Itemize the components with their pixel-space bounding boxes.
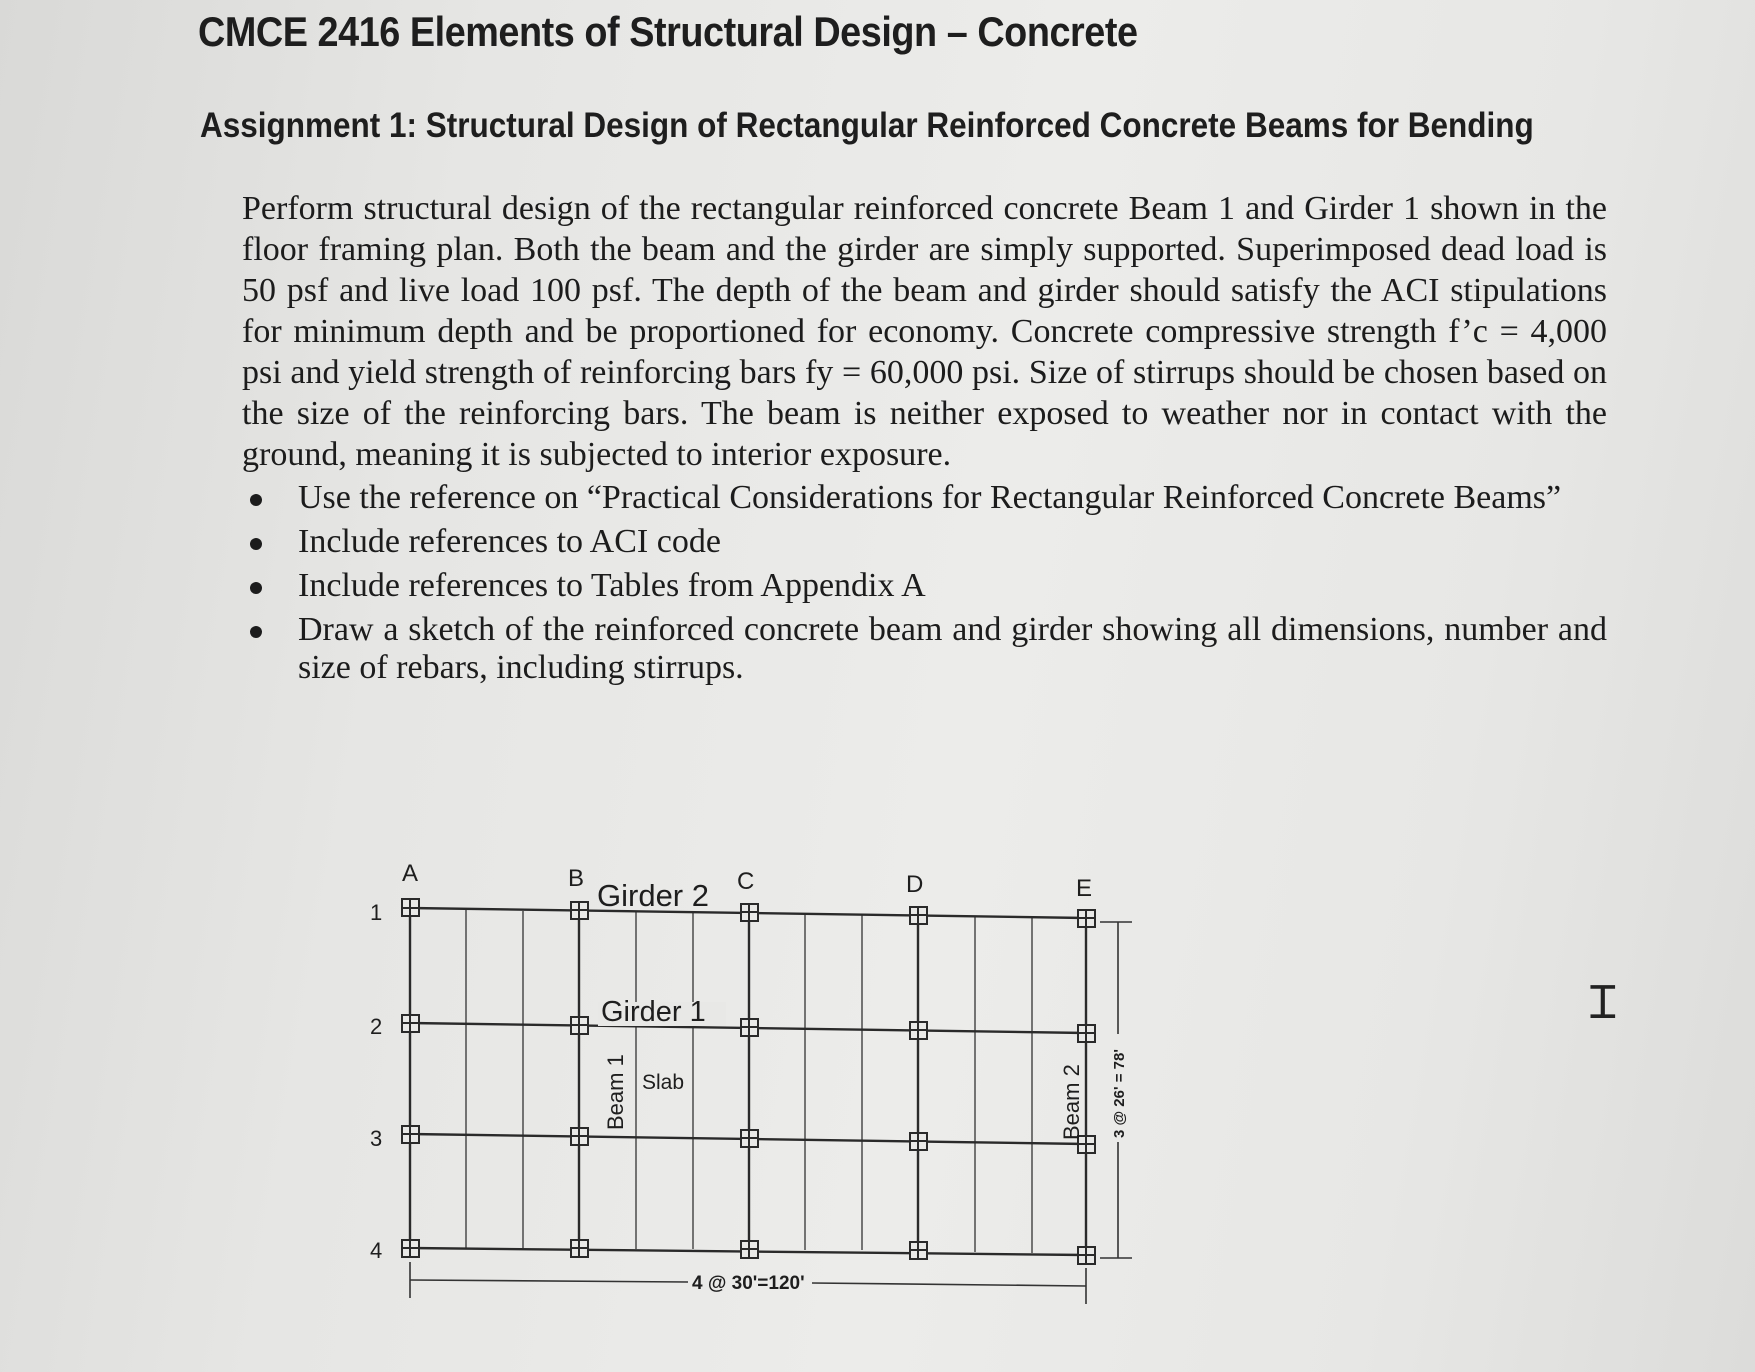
- row-labels: [370, 900, 382, 1263]
- list-item-text: Use the reference on “Practical Considerations for Rectangular Reinforced Concrete Beams”: [298, 479, 1562, 516]
- column-label-e: E: [1076, 875, 1093, 902]
- column-marker: [910, 1133, 927, 1150]
- column-marker: [910, 1242, 927, 1259]
- column-marker: [402, 1240, 419, 1257]
- column-marker: [1078, 1025, 1095, 1042]
- row-label-2: 2: [370, 1014, 383, 1039]
- list-item-text: Draw a sketch of the reinforced concrete beam and girder showing all dimensions, number and size of rebars, including stirrups.: [298, 611, 1607, 686]
- beam-2-label: Beam 2: [1059, 1064, 1084, 1140]
- plan-grid: [410, 908, 1086, 1255]
- list-item-text: Include references to Tables from Appendix A: [298, 567, 926, 604]
- vertical-dimension-label: 3 @ 26' = 78': [1111, 1049, 1128, 1138]
- list-item-text: Include references to ACI code: [298, 523, 721, 560]
- girder-1-label: Girder 1: [601, 996, 706, 1028]
- column-marker: [571, 902, 588, 919]
- beam-1-label: Beam 1: [603, 1054, 628, 1130]
- row-label-4: 4: [370, 1238, 383, 1263]
- column-marker: [741, 1241, 758, 1258]
- slab-label: Slab: [642, 1071, 685, 1094]
- course-title: CMCE 2416 Elements of Structural Design – Concrete: [198, 8, 1138, 55]
- row-label-3: 3: [370, 1126, 383, 1151]
- column-marker: [402, 899, 419, 916]
- column-label-d: D: [906, 871, 924, 898]
- column-label-b: B: [568, 865, 585, 892]
- column-marker: [741, 1019, 758, 1036]
- column-marker: [741, 1130, 758, 1147]
- column-marker: [910, 1022, 927, 1039]
- column-marker: [1078, 1247, 1095, 1264]
- column-marker: [741, 904, 758, 921]
- column-marker: [571, 1240, 588, 1257]
- row-label-1: 1: [370, 900, 383, 925]
- column-marker: [1078, 910, 1095, 927]
- column-marker: [571, 1128, 588, 1145]
- text-cursor-icon: Ɪ: [1590, 975, 1616, 1029]
- horizontal-dimension-label: 4 @ 30'=120': [692, 1273, 805, 1294]
- problem-statement: Perform structural design of the rectangular reinforced concrete Beam 1 and Girder 1 shown in the floor framing plan. Both the beam and the girder are simply supported. Superimposed dead load is 50 psf and live load 100 psf. The depth of the beam and girder should satisfy the ACI stipulations for minimum depth and be proportioned for economy. Concrete compressive strength f’c = 4,000 psi and yield strength of reinforcing bars fy = 60,000 psi. Size of stirrups should be chosen based on the size of the reinforcing bars. The beam is neither exposed to weather nor in contact with the ground, meaning it is subjected to interior exposure.: [242, 190, 1607, 473]
- column-lines: [410, 908, 1086, 1255]
- column-label-c: C: [737, 868, 755, 895]
- column-marker: [402, 1015, 419, 1032]
- column-label-a: A: [402, 860, 419, 887]
- column-marker: [910, 907, 927, 924]
- girder-2-label: Girder 2: [597, 878, 709, 913]
- column-marker: [571, 1017, 588, 1034]
- assignment-title: Assignment 1: Structural Design of Rectangular Reinforced Concrete Beams for Bending: [200, 106, 1534, 145]
- column-marker: [402, 1126, 419, 1143]
- column-labels: [402, 860, 1092, 902]
